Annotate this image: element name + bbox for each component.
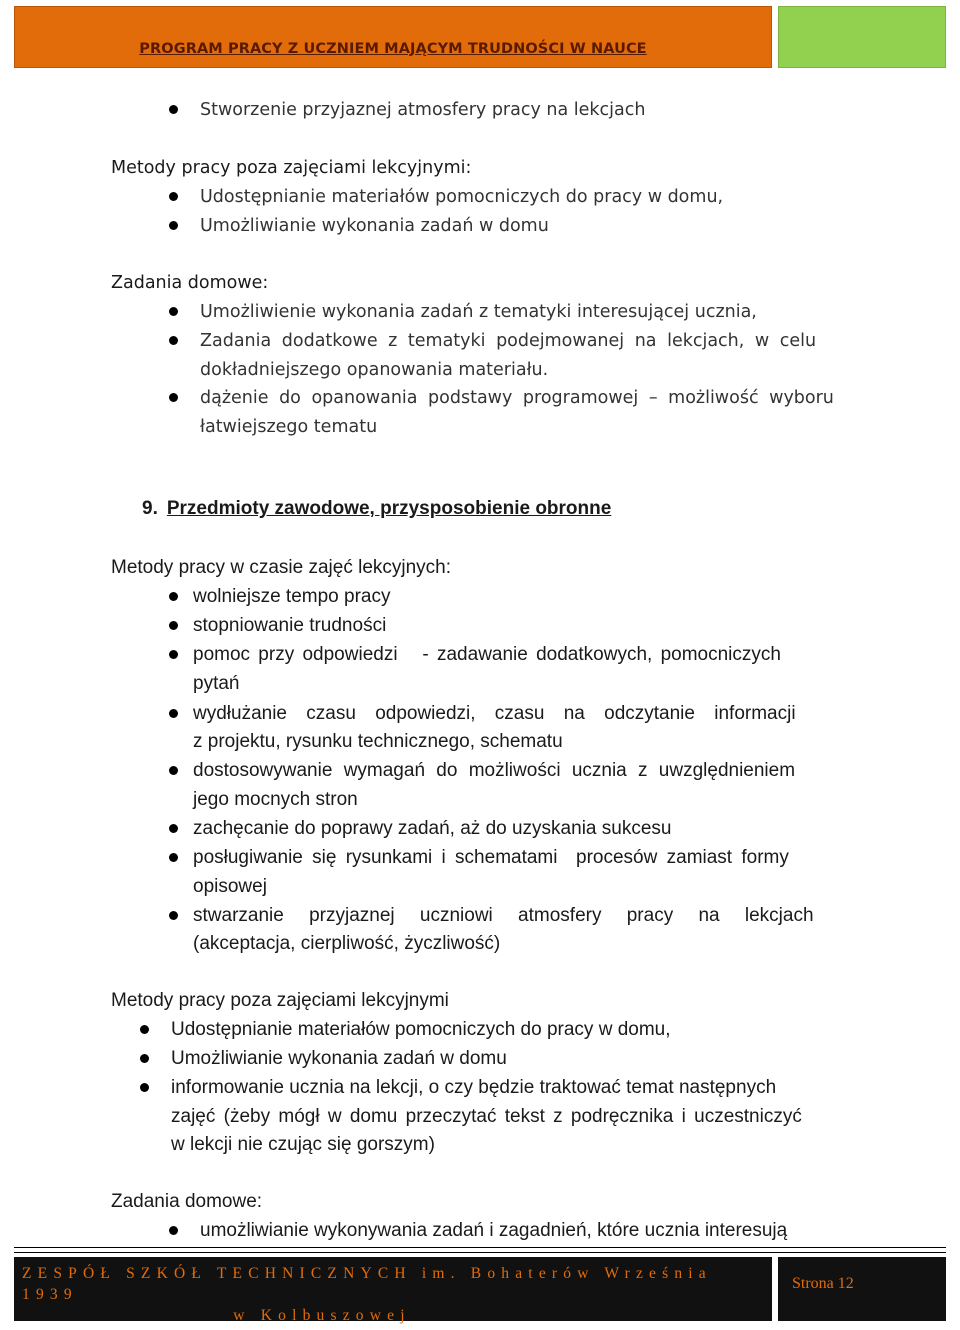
list-item: Udostępnianie materiałów pomocniczych do pracy w domu, bbox=[171, 1019, 671, 1040]
bullet-icon bbox=[169, 853, 178, 862]
school-name-line1: ZESPÓŁ SZKÓŁ TECHNICZNYCH im. Bohaterów Września 1939 bbox=[22, 1265, 712, 1303]
page-header bbox=[14, 6, 946, 68]
list-item: Zadania dodatkowe z tematyki podejmowanej na lekcjach, w celu bbox=[200, 331, 817, 351]
footer-school-box bbox=[14, 1257, 772, 1324]
bullet-icon bbox=[169, 336, 178, 345]
list-item: stopniowanie trudności bbox=[193, 615, 387, 636]
list-item-continuation: w lekcji nie czując się gorszym) bbox=[171, 1134, 435, 1155]
bullet-icon bbox=[140, 1054, 149, 1063]
intro-bullet-text: Stworzenie przyjaznej atmosfery pracy na lekcjach bbox=[200, 100, 646, 120]
bullet-icon bbox=[169, 709, 178, 718]
list-item: wydłużanie czasu odpowiedzi, czasu na odczytanie informacji bbox=[193, 703, 796, 724]
list-item: pomoc przy odpowiedzi - zadawanie dodatkowych, pomocniczych bbox=[193, 644, 781, 665]
bullet-icon bbox=[169, 911, 178, 920]
bullet-icon bbox=[169, 650, 178, 659]
list-item: Umożliwienie wykonania zadań z tematyki interesującej ucznia, bbox=[200, 302, 757, 322]
list-item: stwarzanie przyjaznej uczniowi atmosfery pracy na lekcjach bbox=[193, 905, 814, 926]
list-item-continuation: jego mocnych stron bbox=[193, 789, 358, 810]
list-item-continuation: (akceptacja, cierpliwość, życzliwość) bbox=[193, 933, 501, 954]
outside-heading-top: Metody pracy poza zajęciami lekcyjnymi: bbox=[111, 158, 472, 178]
bullet-icon bbox=[169, 1226, 178, 1235]
homework-heading: Zadania domowe: bbox=[111, 1191, 263, 1212]
list-item: dostosowywanie wymagań do możliwości ucznia z uwzględnieniem bbox=[193, 760, 796, 781]
school-name-line2: w Kolbuszowej bbox=[233, 1307, 411, 1324]
homework-heading-top: Zadania domowe: bbox=[111, 273, 269, 293]
list-item-continuation: pytań bbox=[193, 673, 240, 694]
bullet-icon bbox=[169, 192, 178, 201]
list-item: Udostępnianie materiałów pomocniczych do pracy w domu, bbox=[200, 187, 724, 207]
bullet-icon bbox=[169, 824, 178, 833]
bullet-icon bbox=[169, 105, 178, 114]
bullet-icon bbox=[169, 592, 178, 601]
section-name: Przedmioty zawodowe, przysposobienie obronne bbox=[166, 498, 612, 519]
list-item: posługiwanie się rysunkami i schematami procesów zamiast formy bbox=[193, 847, 789, 868]
bullet-icon bbox=[169, 766, 178, 775]
bullet-icon bbox=[169, 307, 178, 316]
list-item-continuation: opisowej bbox=[193, 876, 267, 897]
list-item: zachęcanie do poprawy zadań, aż do uzyskania sukcesu bbox=[193, 818, 672, 839]
class-methods-heading: Metody pracy w czasie zajęć lekcyjnych: bbox=[111, 557, 452, 578]
list-item-continuation: łatwiejszego tematu bbox=[200, 417, 378, 437]
list-item: Umożliwianie wykonania zadań w domu bbox=[200, 216, 549, 236]
header-accent-box bbox=[778, 6, 946, 68]
bullet-icon bbox=[140, 1025, 149, 1034]
list-item: wolniejsze tempo pracy bbox=[193, 586, 391, 607]
bullet-icon bbox=[169, 621, 178, 630]
page-number: Strona 12 bbox=[792, 1275, 854, 1292]
bullet-icon bbox=[169, 221, 178, 230]
section-title bbox=[142, 498, 611, 520]
list-item-continuation: z projektu, rysunku technicznego, schematu bbox=[193, 731, 563, 752]
bullet-icon bbox=[140, 1083, 149, 1092]
outside-methods-heading: Metody pracy poza zajęciami lekcyjnymi bbox=[111, 990, 449, 1011]
list-item: umożliwianie wykonywania zadań i zagadnień, które ucznia interesują bbox=[200, 1220, 788, 1241]
bullet-icon bbox=[169, 393, 178, 402]
header-title: PROGRAM PRACY Z UCZNIEM MAJĄCYM TRUDNOŚCI W NAUCE bbox=[139, 41, 647, 57]
page-footer bbox=[14, 1247, 946, 1323]
list-item: dążenie do opanowania podstawy programowej – możliwość wyboru bbox=[200, 388, 834, 408]
list-item-continuation: dokładniejszego opanowania materiału. bbox=[200, 360, 549, 380]
header-title-box bbox=[14, 6, 772, 68]
footer-page-box bbox=[778, 1257, 946, 1321]
footer-divider bbox=[14, 1247, 946, 1253]
list-item: Umożliwianie wykonania zadań w domu bbox=[171, 1048, 507, 1069]
section-number: 9. bbox=[142, 498, 158, 519]
list-item-continuation: zajęć (żeby mógł w domu przeczytać tekst z podręcznika i uczestniczyć bbox=[171, 1106, 802, 1127]
list-item: informowanie ucznia na lekcji, o czy będzie traktować temat następnych bbox=[171, 1077, 777, 1098]
